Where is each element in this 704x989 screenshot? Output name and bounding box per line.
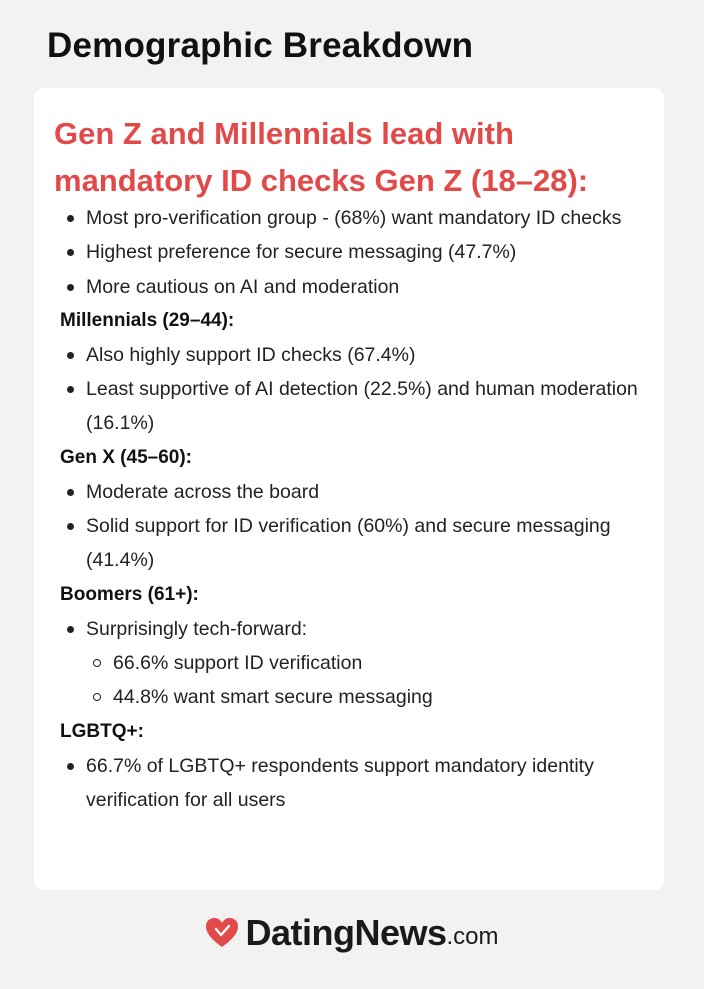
page-title: Demographic Breakdown: [47, 26, 474, 65]
list-item: Most pro-verification group - (68%) want mandatory ID checks: [60, 201, 650, 235]
list-item: Surprisingly tech-forward:: [60, 612, 650, 646]
list-item: More cautious on AI and moderation: [60, 270, 650, 304]
list-item: Least supportive of AI detection (22.5%) and human moderation (16.1%): [60, 372, 650, 441]
heart-icon: [205, 917, 239, 949]
list-item: Moderate across the board: [60, 475, 650, 509]
section-heading-millennials: Millennials (29–44):: [60, 309, 235, 331]
lgbtq-list: [60, 749, 650, 818]
list-item: Highest preference for secure messaging (47.7%): [60, 235, 650, 269]
logo-tld: .com: [446, 923, 499, 950]
sub-list-item: 44.8% want smart secure messaging: [60, 680, 650, 714]
sub-list-item: 66.6% support ID verification: [60, 646, 650, 680]
datingnews-logo: [0, 912, 704, 954]
content-card: [34, 88, 664, 890]
section-heading-lgbtq: LGBTQ+:: [60, 720, 144, 742]
list-item: 66.7% of LGBTQ+ respondents support mandatory identity verification for all users: [60, 749, 650, 818]
logo-wordmark: DatingNews: [245, 912, 447, 953]
genz-list: [60, 201, 650, 304]
card-headline: Gen Z and Millennials lead with mandatory ID checks Gen Z (18–28):: [54, 116, 589, 198]
card-content: [60, 201, 650, 817]
list-item: Solid support for ID verification (60%) and secure messaging (41.4%): [60, 509, 650, 578]
genx-list: [60, 475, 650, 578]
boomers-list: [60, 612, 650, 715]
list-item: Also highly support ID checks (67.4%): [60, 338, 650, 372]
section-heading-genx: Gen X (45–60):: [60, 446, 192, 468]
millennials-list: [60, 338, 650, 441]
section-heading-boomers: Boomers (61+):: [60, 583, 199, 605]
